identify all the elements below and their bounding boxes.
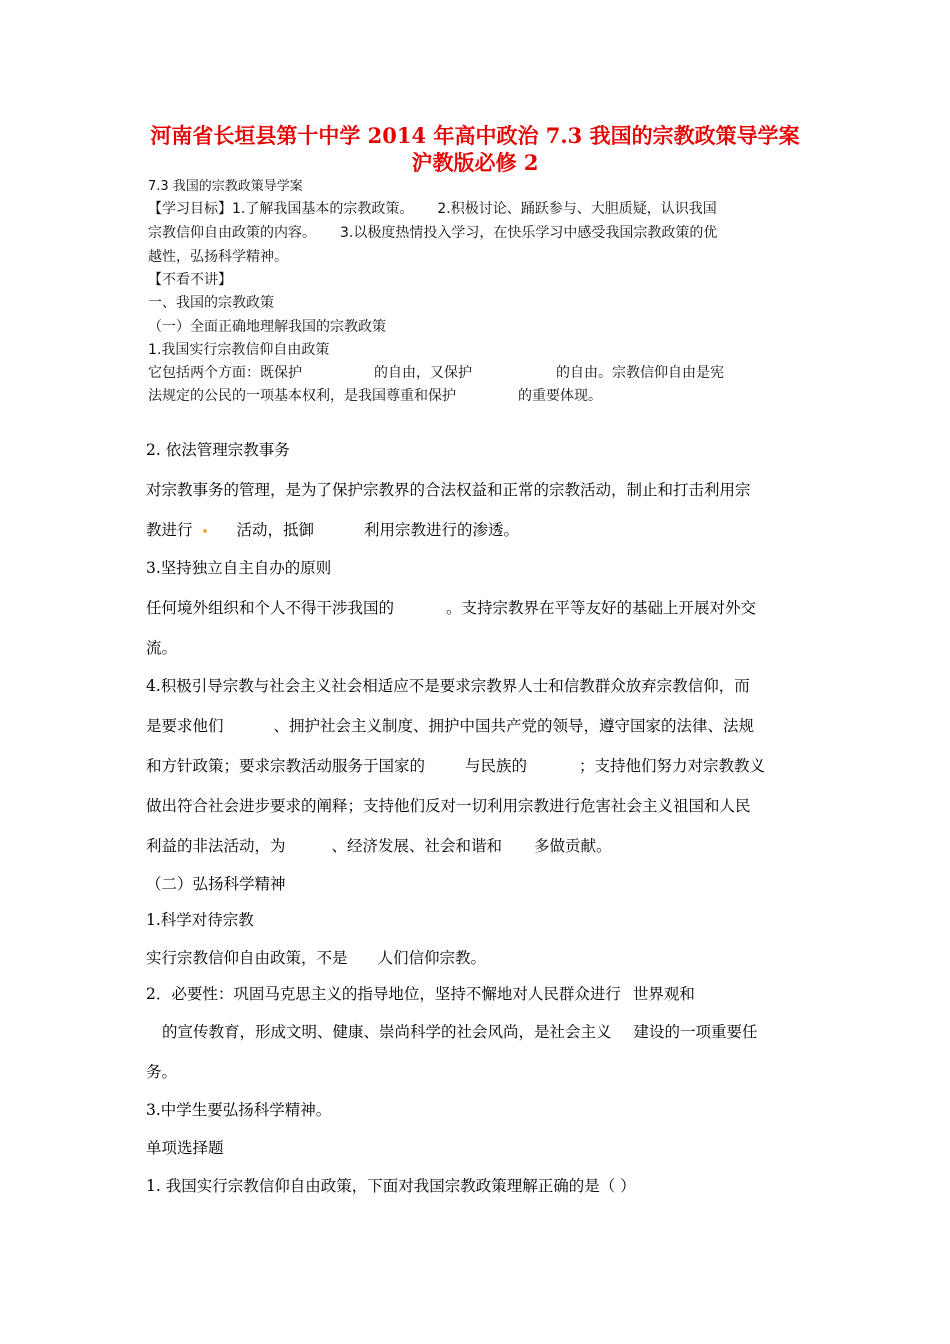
mark-dot — [203, 529, 207, 533]
point-4-text-3: 和方针政策；要求宗教活动服务于国家的 与民族的 ；支持他们努力对宗教教义 — [146, 757, 766, 775]
subsection-2-heading: （二）弘扬科学精神 — [146, 875, 286, 893]
point-3-text-2: 流。 — [146, 639, 178, 657]
scan-line-goals — [148, 198, 717, 220]
scan-point-1: 1.我国实行宗教信仰自由政策 — [148, 342, 330, 358]
fill-text-e: 的重要体现。 — [518, 388, 602, 404]
scan-line-goals-2 — [148, 222, 717, 244]
point-3-text-1: 任何境外组织和个人不得干涉我国的 。支持宗教界在平等友好的基础上开展对外交 — [146, 599, 757, 617]
goal-2: 2.积极讨论、踊跃参与、大胆质疑，认识我国 — [437, 201, 717, 217]
goal-2-cont: 宗教信仰自由政策的内容。 — [148, 225, 316, 241]
subsection-2-point-1: 1.科学对待宗教 — [146, 911, 254, 929]
scan-point-1-text — [148, 362, 724, 384]
point-4-text-2: 是要求他们 、拥护社会主义制度、拥护中国共产党的领导，遵守国家的法律、法规 — [146, 717, 755, 735]
scan-heading: 7.3 我国的宗教政策导学案 — [148, 179, 303, 194]
subsection-2-text-1: 实行宗教信仰自由政策，不是 人们信仰宗教。 — [146, 949, 487, 967]
point-4-text-4: 做出符合社会进步要求的阐释；支持他们反对一切利用宗教进行危害社会主义祖国和人民 — [146, 797, 751, 815]
point-4-text-1: 4.积极引导宗教与社会主义社会相适应不是要求宗教界人士和信教群众放弃宗教信仰，而 — [146, 677, 750, 695]
scan-line-goals-3: 越性，弘扬科学精神。 — [148, 249, 288, 265]
fill-text-b: 的自由，又保护 — [374, 365, 472, 381]
fill-text-d: 法规定的公民的一项基本权利，是我国尊重和保护 — [148, 388, 456, 404]
document-title — [130, 122, 820, 176]
point-2-text-1: 对宗教事务的管理，是为了保护宗教界的合法权益和正常的宗教活动，制止和打击利用宗 — [146, 481, 751, 499]
fill-text-a: 它包括两个方面：既保护 — [148, 365, 302, 381]
subsection-2-text-2: 的宣传教育，形成文明、健康、崇尚科学的社会风尚，是社会主义 建设的一项重要任 — [162, 1023, 758, 1041]
point-2-text-2: 教进行 活动，抵御 利用宗教进行的渗透。 — [146, 521, 520, 539]
subsection-2-point-2: 2．必要性：巩固马克思主义的指导地位，坚持不懈地对人民群众进行 世界观和 — [146, 985, 695, 1003]
scan-subsection-1: （一）全面正确地理解我国的宗教政策 — [148, 319, 386, 335]
fill-text-c: 的自由。宗教信仰自由是宪 — [556, 365, 724, 381]
point-3-heading: 3.坚持独立自主自办的原则 — [146, 559, 332, 577]
scan-point-1-text-2 — [148, 385, 602, 407]
scan-section-label: 【不看不讲】 — [148, 272, 232, 288]
goal-3: 3.以极度热情投入学习，在快乐学习中感受我国宗教政策的优 — [340, 225, 718, 241]
exercise-heading: 单项选择题 — [146, 1139, 224, 1157]
point-4-text-5: 利益的非法活动，为 、经济发展、社会和谐和 多做贡献。 — [146, 837, 612, 855]
point-2-heading: 2. 依法管理宗教事务 — [146, 441, 290, 459]
question-1: 1. 我国实行宗教信仰自由政策，下面对我国宗教政策理解正确的是（ ） — [146, 1177, 636, 1195]
scan-section-1: 一、我国的宗教政策 — [148, 295, 274, 311]
goal-1: 【学习目标】1.了解我国基本的宗教政策。 — [148, 201, 414, 217]
title-line-2: 沪教版必修 2 — [411, 150, 539, 175]
subsection-2-text-3: 务。 — [146, 1063, 178, 1081]
subsection-2-point-3: 3.中学生要弘扬科学精神。 — [146, 1101, 332, 1119]
title-line-1: 河南省长垣县第十中学 2014 年高中政治 7.3 我国的宗教政策导学案 — [150, 123, 800, 148]
